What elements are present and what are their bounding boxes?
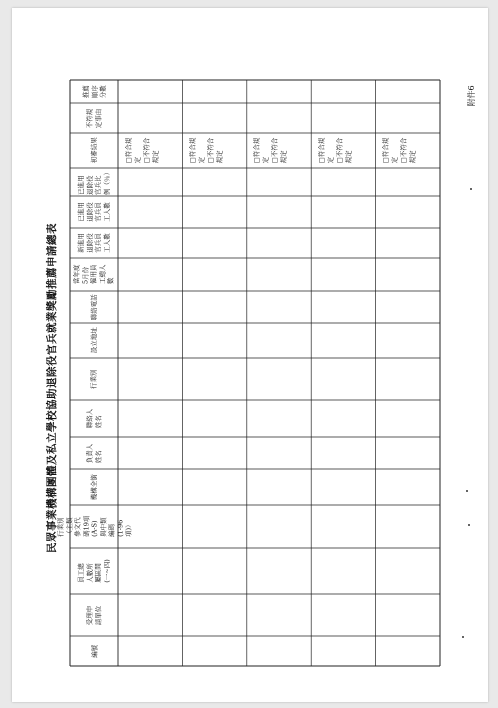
header-category: 行業別 bbox=[89, 369, 98, 389]
annex-label: 附件6 bbox=[467, 85, 476, 107]
review-option-noncompliant[interactable]: □不符合 規定 bbox=[335, 137, 352, 164]
review-option-compliant[interactable]: □符合規 定 bbox=[252, 137, 270, 164]
header-owner: 負責人 姓名 bbox=[85, 443, 102, 463]
review-option-compliant[interactable]: □符合規 定 bbox=[317, 137, 334, 164]
header-new-vets: 新進用 退除役 官兵員 工人數 bbox=[76, 233, 111, 253]
header-org-name: 機構全銜 bbox=[89, 473, 98, 500]
review-option-noncompliant[interactable]: □不符合 規定 bbox=[141, 137, 159, 164]
scan-speck bbox=[462, 636, 464, 638]
header-employee-count: 員工總 人數所 屬區間 (一~四) bbox=[76, 559, 111, 583]
header-phone: 聯絡電話 bbox=[89, 293, 98, 320]
review-option-compliant[interactable]: □符合規 定 bbox=[188, 137, 205, 164]
scan-speck bbox=[466, 490, 468, 492]
review-option-compliant[interactable]: □符合規 定 bbox=[381, 137, 398, 164]
review-option-compliant[interactable]: □符合規 定 bbox=[123, 137, 141, 164]
form-title: 民眾事業機構團體及私立學校協助退除役官兵就業獎勵推薦申請總表 bbox=[46, 223, 58, 553]
header-agency: 受理申 請單位 bbox=[85, 605, 102, 625]
review-option-noncompliant[interactable]: □不符合 規定 bbox=[270, 137, 288, 164]
header-serial: 編號 bbox=[89, 644, 98, 658]
header-review: 初審結果 bbox=[89, 137, 98, 164]
header-employees-may: 當年度 5月份 僱用員 工總人 數 bbox=[72, 264, 115, 284]
review-option-noncompliant[interactable]: □不符合 規定 bbox=[399, 137, 416, 164]
header-contact: 聯絡人 姓名 bbox=[85, 408, 102, 429]
header-hired-vets-pct: 已進用 退除役 官兵比 例（％） bbox=[77, 169, 111, 195]
scan-speck bbox=[470, 188, 472, 190]
header-rank: 推薦 順序 分數 bbox=[81, 84, 107, 98]
header-hired-vets: 已進用 退除役 官兵員 工人數 bbox=[76, 202, 111, 222]
header-reason: 不符規 定事由 bbox=[85, 108, 102, 128]
scan-speck bbox=[468, 524, 470, 526]
header-address: 設立地址 bbox=[89, 327, 98, 354]
header-industry: 行業別 （主類 參文代 碼19項 (A-S) 與中類 編碼 (1-96 項)） bbox=[55, 515, 132, 537]
review-option-noncompliant[interactable]: □不符合 規定 bbox=[206, 137, 223, 164]
